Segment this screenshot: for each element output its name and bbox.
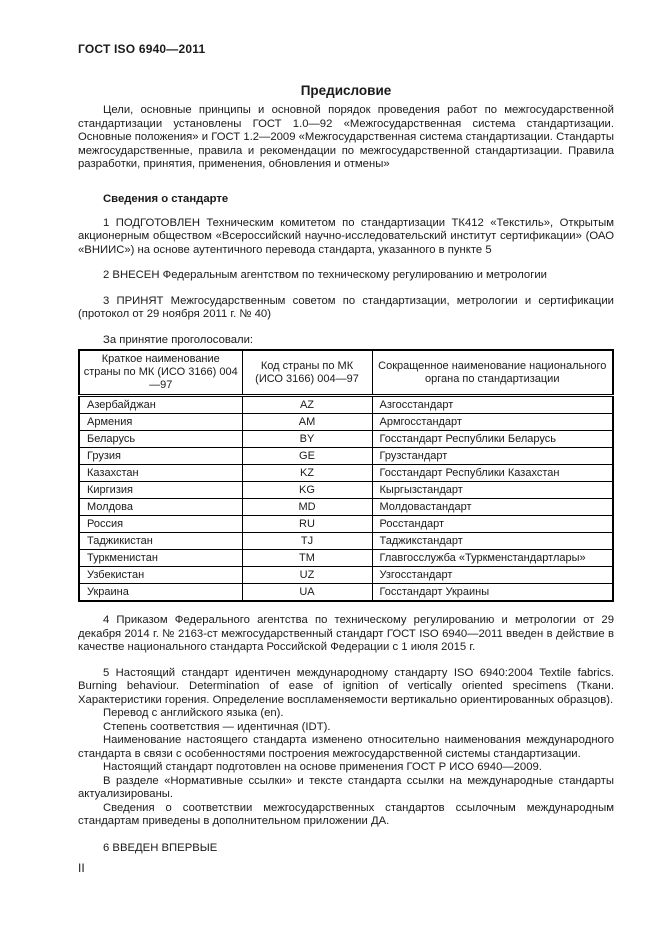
table-row	[79, 431, 613, 448]
item-5-note: Настоящий стандарт подготовлен на основе применения ГОСТ Р ИСО 6940—2009.	[103, 761, 542, 773]
cell-code: KG	[242, 482, 372, 499]
table-row	[79, 516, 613, 533]
item-2-paragraph: 2 ВНЕСЕН Федеральным агентством по техническому регулированию и метрологии	[103, 269, 547, 281]
item-5-note: Степень соответствия — идентичная (IDT).	[103, 720, 331, 733]
cell-code: TM	[242, 550, 372, 567]
cell-org: Госстандарт Украины	[372, 584, 613, 602]
cell-org: Армгосстандарт	[372, 414, 613, 431]
table-row	[79, 448, 613, 465]
table-row	[79, 567, 613, 584]
column-header-org: Сокращенное наименование национального органа по стандартизации	[372, 350, 613, 396]
page-number: II	[78, 861, 85, 875]
cell-org: Таджикстандарт	[372, 533, 613, 550]
page-title: Предисловие	[300, 83, 392, 98]
cell-country: Армения	[79, 414, 242, 431]
cell-country: Таджикистан	[79, 533, 242, 550]
cell-country: Азербайджан	[79, 396, 242, 414]
table-row	[79, 465, 613, 482]
table-row	[79, 414, 613, 431]
cell-country: Киргизия	[79, 482, 242, 499]
intro-paragraph: Цели, основные принципы и основной порядок проведения работ по межгосударственной стандартизации установлены ГОСТ 1.0—92 «Межгосударственная система стандартизации. Основные положения» и ГОСТ 1.2—2009 «Межгосударственная система стандартизации. Стандарты межгосударственные, правила и рекомендации по межгосударственной стандартизации. Правила разработки, принятия, применения, обновления и отмены»	[78, 104, 614, 170]
cell-code: BY	[242, 431, 372, 448]
item-5-note: Перевод с английского языка (en).	[103, 707, 284, 719]
item-5-paragraph: 5 Настоящий стандарт идентичен международному стандарту ISO 6940:2004 Textile fabrics. Burning behaviour. Determination of ease of ignition of vertically oriented specimens (Ткани. Характеристики горения. Определение воспламеняемости вертикально ориентированных образцов).	[78, 666, 614, 706]
column-header-code: Код страны по МК (ИСО 3166) 004—97	[242, 350, 372, 396]
cell-org: Госстандарт Республики Казахстан	[372, 465, 613, 482]
cell-code: UZ	[242, 567, 372, 584]
table-row	[79, 482, 613, 499]
item-6-paragraph: 6 ВВЕДЕН ВПЕРВЫЕ	[103, 841, 218, 854]
item-5-note: Наименование настоящего стандарта изменено относительно наименования международного стандарта в связи с особенностями построения межгосударственной системы стандартизации.	[78, 734, 614, 760]
cell-org: Грузстандарт	[372, 448, 613, 465]
cell-code: GE	[242, 448, 372, 465]
cell-code: AZ	[242, 396, 372, 414]
column-header-country: Краткое наименование страны по МК (ИСО 3166) 004—97	[79, 350, 242, 396]
cell-code: KZ	[242, 465, 372, 482]
item-4-paragraph: 4 Приказом Федерального агентства по техническому регулированию и метрологии от 29 декабря 2014 г. № 2163-ст межгосударственный стандарт ГОСТ ISO 6940—2011 введен в действие в качестве национального стандарта Российской Федерации с 1 июля 2015 г.	[78, 614, 614, 653]
cell-country: Казахстан	[79, 465, 242, 482]
cell-org: Узгосстандарт	[372, 567, 613, 584]
item-3-paragraph: 3 ПРИНЯТ Межгосударственным советом по стандартизации, метрологии и сертификации (протокол от 29 ноября 2011 г. № 40)	[78, 294, 614, 320]
table-header-row	[79, 350, 613, 396]
cell-code: UA	[242, 584, 372, 602]
table-row	[79, 499, 613, 516]
cell-country: Молдова	[79, 499, 242, 516]
cell-country: Украина	[79, 584, 242, 602]
cell-org: Росстандарт	[372, 516, 613, 533]
cell-org: Кыргызстандарт	[372, 482, 613, 499]
cell-code: RU	[242, 516, 372, 533]
item-5-note: В разделе «Нормативные ссылки» и тексте стандарта ссылки на международные стандарты актуализированы.	[78, 774, 614, 800]
vote-table	[78, 349, 614, 602]
cell-country: Беларусь	[79, 431, 242, 448]
cell-code: AM	[242, 414, 372, 431]
section-heading: Сведения о стандарте	[103, 192, 229, 205]
table-row	[79, 550, 613, 567]
cell-org: Азгосстандарт	[372, 396, 613, 414]
doc-code: ГОСТ ISO 6940—2011	[78, 42, 206, 56]
vote-intro-line: За принятие проголосовали:	[103, 333, 254, 346]
cell-org: Госстандарт Республики Беларусь	[372, 431, 613, 448]
cell-country: Туркменистан	[79, 550, 242, 567]
item-1-paragraph: 1 ПОДГОТОВЛЕН Техническим комитетом по стандартизации ТК412 «Текстиль», Открытым акционерным обществом «Всероссийский научно-исследовательский институт сертификации» (ОАО «ВНИИС») на основе аутентичного перевода стандарта, указанного в пункте 5	[78, 216, 614, 256]
table-row	[79, 533, 613, 550]
cell-code: MD	[242, 499, 372, 516]
cell-org: Главгосслужба «Туркменстандартлары»	[372, 550, 613, 567]
item-5-note: Сведения о соответствии межгосударственных стандартов ссылочным международным стандартам приведены в дополнительном приложении ДА.	[78, 801, 614, 827]
cell-code: TJ	[242, 533, 372, 550]
cell-country: Грузия	[79, 448, 242, 465]
table-row	[79, 584, 613, 602]
cell-org: Молдовастандарт	[372, 499, 613, 516]
cell-country: Узбекистан	[79, 567, 242, 584]
cell-country: Россия	[79, 516, 242, 533]
table-row	[79, 396, 613, 414]
